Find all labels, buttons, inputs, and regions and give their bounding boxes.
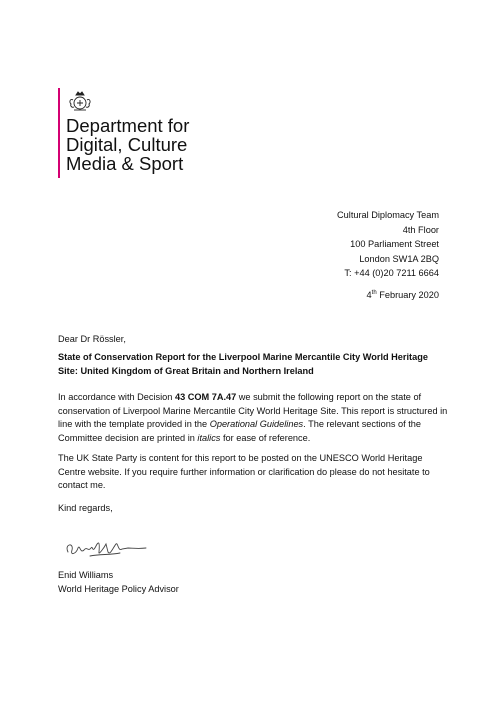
date-suffix: th [371,290,377,296]
paragraph-1 [58,391,448,445]
address-line: Cultural Diplomacy Team [337,210,439,220]
signatory-title: World Heritage Policy Advisor [58,583,179,594]
operational-guidelines-ref: Operational Guidelines [209,419,304,430]
logo-accent-bar [58,88,60,178]
address-line: London SW1A 2BQ [359,253,439,264]
decision-reference: 43 COM 7A.47 [174,392,237,402]
para1-text: for ease of reference. [220,432,311,443]
logo-line-3: Media & Sport [66,153,184,174]
address-line: 4th Floor [402,224,439,235]
signatory-name: Enid Williams [58,570,114,580]
date-day: 4 [366,290,372,301]
royal-crest-icon [66,88,94,116]
para1-text: In accordance with Decision [58,392,175,402]
closing: Kind regards, [58,503,113,513]
subject-line: State of Conservation Report for the Liverpool Marine Mercantile City World Heritage Site: United Kingdom of Great Britain and Northern Ireland [58,352,428,376]
address-phone: T: +44 (0)20 7211 6664 [344,268,439,278]
logo-line-1: Department for [66,115,190,136]
date-month-year: February 2020 [376,290,439,301]
italics-word: italics [197,432,221,443]
letter-date [367,290,439,300]
paragraph-2: The UK State Party is content for this report to be posted on the UNESCO World Heritage Centre website. If you require further information or clarification do please do not hesitate to contact me. [58,453,430,491]
signatory-block [58,569,179,596]
salutation: Dear Dr Rössler, [58,334,126,344]
para1-text: we submit the following report on the state of conservation of Liverpool Marine Mercantile City World Heritage Site. This report is structured in line with the template provided in the [58,392,448,430]
handwritten-signature [60,532,170,564]
para1-text: . The relevant sections of the Committee decision are printed in [58,419,421,443]
address-line: 100 Parliament Street [350,239,439,249]
sender-address [239,208,439,281]
logo-line-2: Digital, Culture [66,134,188,155]
